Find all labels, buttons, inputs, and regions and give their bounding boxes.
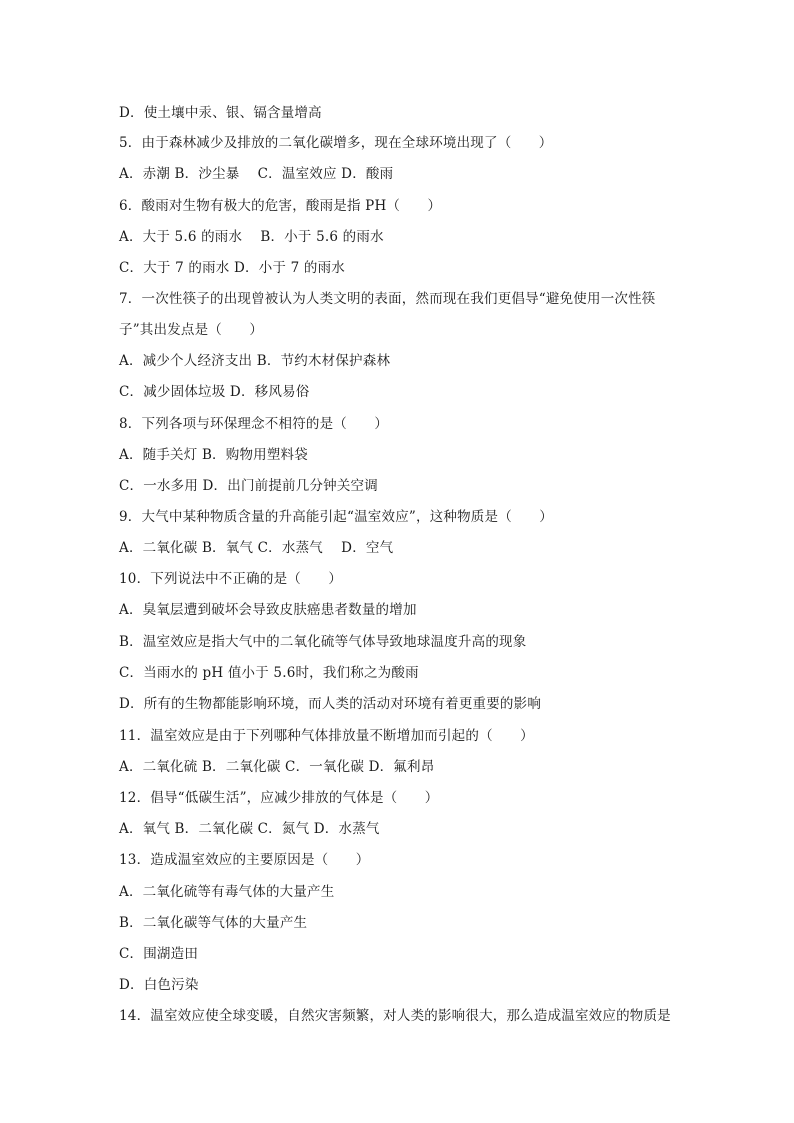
option-4d: D．使土壤中汞、银、镉含量增高 — [119, 105, 322, 121]
question-6-options-cd: C．大于 7 的雨水 D．小于 7 的雨水 — [119, 260, 345, 276]
question-7-line-1: 7．一次性筷子的出现曾被认为人类文明的表面，然而现在我们更倡导“避免使用一次性筷 — [119, 291, 656, 307]
question-14: 14．温室效应使全球变暖，自然灾害频繁，对人类的影响很大，那么造成温室效应的物质是 — [119, 1008, 671, 1024]
question-8-options-cd: C．一水多用 D．出门前提前几分钟关空调 — [119, 478, 378, 494]
question-9-options: A．二氧化碳 B．氧气 C．水蒸气 D．空气 — [119, 540, 394, 556]
question-7-line-2: 子”其出发点是（ ） — [119, 322, 264, 338]
question-13-option-d: D．白色污染 — [119, 977, 199, 993]
question-7-options-ab: A．减少个人经济支出 B．节约木材保护森林 — [119, 353, 391, 369]
question-9: 9．大气中某种物质含量的升高能引起“温室效应”，这种物质是（ ） — [119, 509, 553, 525]
question-5-options: A．赤潮 B．沙尘暴 C．温室效应 D．酸雨 — [119, 166, 394, 182]
question-10-option-c: C．当雨水的 pH 值小于 5.6时，我们称之为酸雨 — [119, 665, 419, 681]
question-12-options: A．氧气 B．二氧化碳 C．氮气 D．水蒸气 — [119, 821, 380, 837]
question-10-option-a: A．臭氧层遭到破坏会导致皮肤癌患者数量的增加 — [119, 602, 417, 618]
question-6: 6．酸雨对生物有极大的危害，酸雨是指 PH（ ） — [119, 198, 442, 214]
question-7-options-cd: C．减少固体垃圾 D．移风易俗 — [119, 384, 310, 400]
question-8-options-ab: A．随手关灯 B．购物用塑料袋 — [119, 447, 308, 463]
question-10-option-b: B．温室效应是指大气中的二氧化硫等气体导致地球温度升高的现象 — [119, 634, 527, 650]
question-13: 13．造成温室效应的主要原因是（ ） — [119, 852, 370, 868]
question-11-options: A．二氧化硫 B．二氧化碳 C．一氧化碳 D．氟利昂 — [119, 759, 435, 775]
question-5: 5．由于森林减少及排放的二氧化碳增多，现在全球环境出现了（ ） — [119, 135, 553, 151]
question-13-option-b: B．二氧化碳等气体的大量产生 — [119, 915, 308, 931]
question-13-option-c: C．围湖造田 — [119, 946, 199, 962]
question-11: 11．温室效应是由于下列哪种气体排放量不断增加而引起的（ ） — [119, 728, 534, 744]
question-8: 8．下列各项与环保理念不相符的是（ ） — [119, 416, 389, 432]
question-6-options-ab: A．大于 5.6 的雨水 B．小于 5.6 的雨水 — [119, 229, 384, 245]
question-10: 10．下列说法中不正确的是（ ） — [119, 571, 343, 587]
question-12: 12．倡导“低碳生活”，应减少排放的气体是（ ） — [119, 790, 439, 806]
question-10-option-d: D．所有的生物都能影响环境，而人类的活动对环境有着更重要的影响 — [119, 696, 542, 712]
question-13-option-a: A．二氧化硫等有毒气体的大量产生 — [119, 884, 335, 900]
